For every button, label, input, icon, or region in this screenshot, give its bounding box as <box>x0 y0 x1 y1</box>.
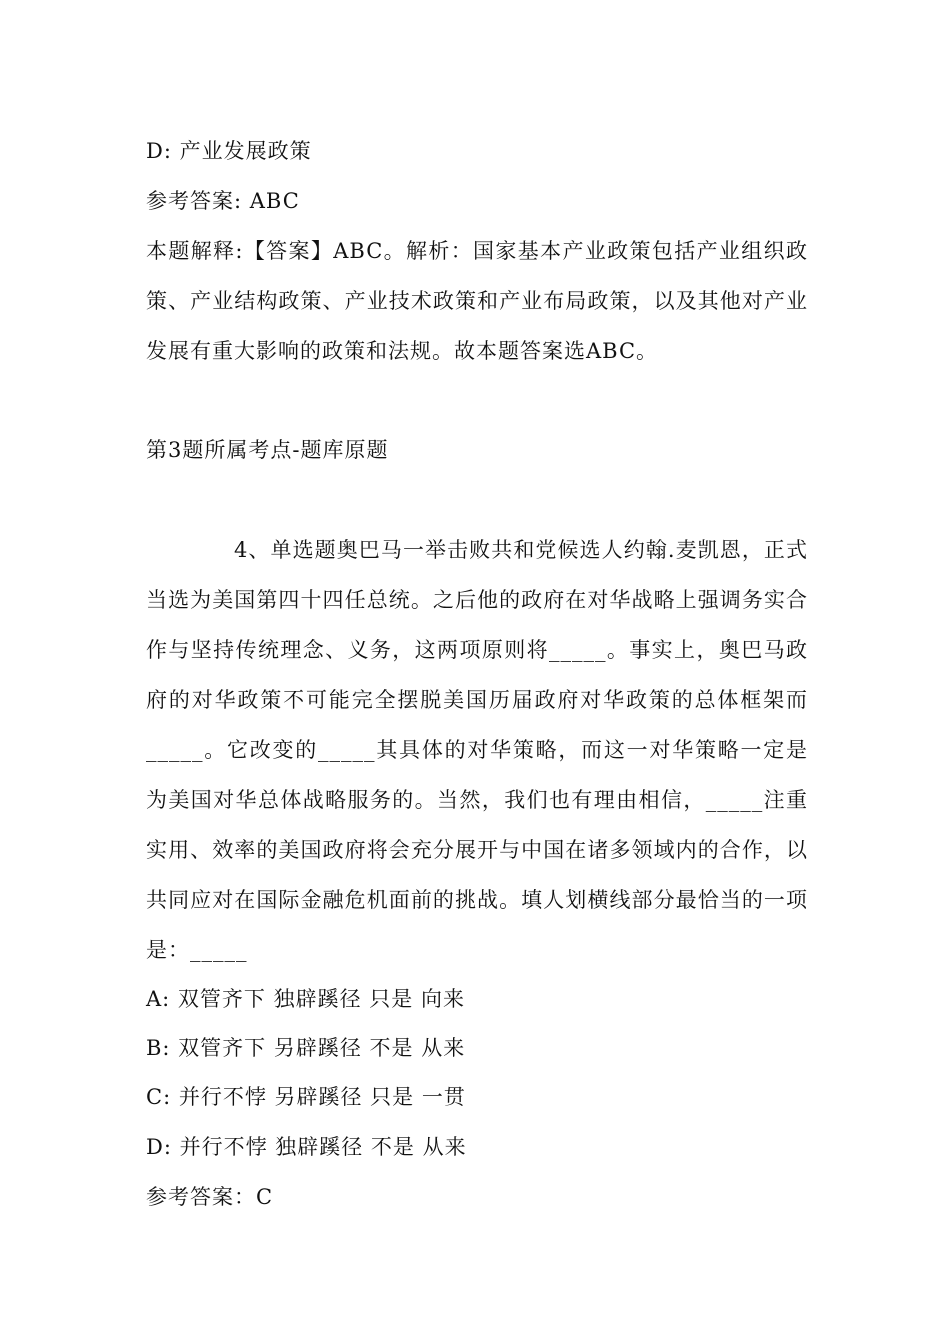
q3-option-d: D: 产业发展政策 <box>146 139 312 163</box>
q3-answer: 参考答案: ABC <box>146 189 300 213</box>
q4-option-a: A: 双管齐下 独辟蹊径 只是 向来 <box>146 987 465 1011</box>
q3-explanation: 本题解释:【答案】ABC。解析：国家基本产业政策包括产业组织政策、产业结构政策、产业技术政策和产业布局政策，以及其他对产业发展有重大影响的政策和法规。故本题答案选ABC。 <box>146 239 808 363</box>
q4-option-b: B: 双管齐下 另辟蹊径 不是 从来 <box>146 1036 466 1060</box>
q4-option-d: D: 并行不悖 独辟蹊径 不是 从来 <box>146 1135 467 1159</box>
q4-question: 4、单选题奥巴马一举击败共和党候选人约翰.麦凯恩，正式当选为美国第四十四任总统。之后他的政府在对华战略上强调务实合作与坚持传统理念、义务，这两项原则将_____。事实上，奥巴马政府的对华政策不可能完全摆脱美国历届政府对华政策的总体框架而_____。它改变的_____其具体的对华策略，而这一对华策略一定是为美国对华总体战略服务的。当然，我们也有理由相信，_____注重实用、效率的美国政府将会充分展开与中国在诸多领域内的合作，以共同应对在国际金融危机面前的挑战。填人划横线部分最恰当的一项是：_____ <box>146 538 808 962</box>
q4-answer: 参考答案：C <box>146 1185 274 1209</box>
q4-option-c: C: 并行不悖 另辟蹊径 只是 一贯 <box>146 1085 466 1109</box>
q3-source: 第3题所属考点-题库原题 <box>146 438 389 462</box>
